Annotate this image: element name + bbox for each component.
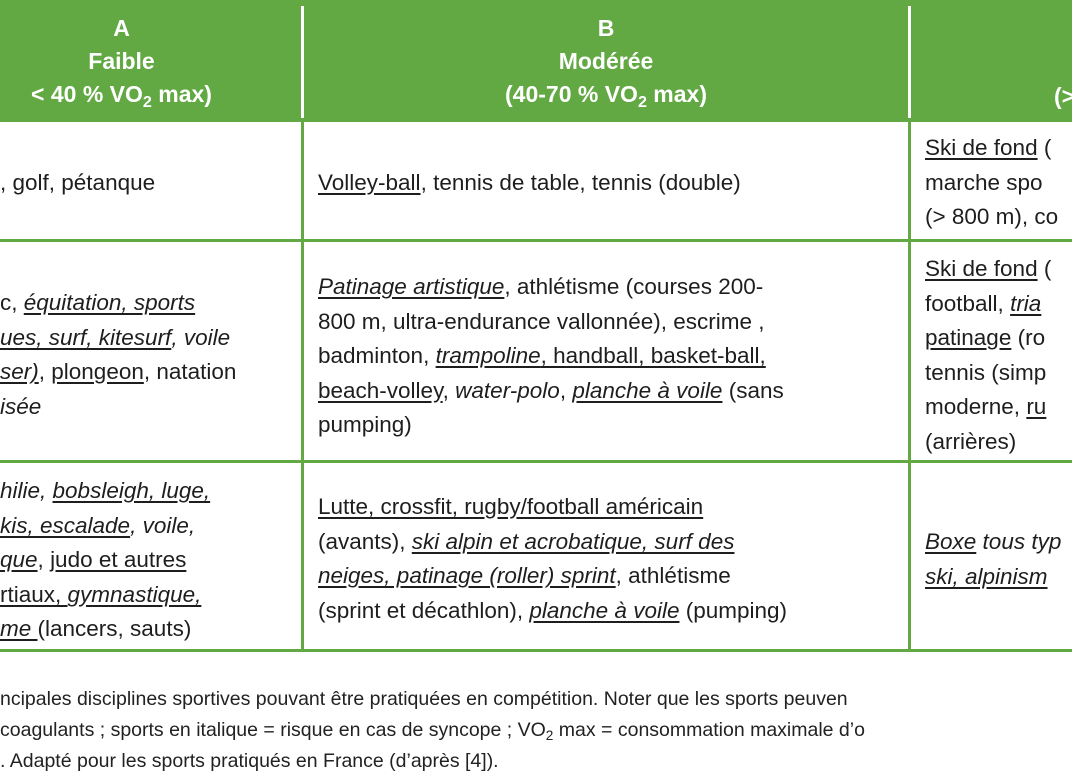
caption-line-1: ncipales disciplines sportives pouvant être pratiquées en compétition. Noter que les sports peuven [0, 688, 848, 710]
row1-col-c: Ski de fond ( marche spo (> 800 m), co [925, 135, 1059, 229]
table-header-row [0, 0, 1075, 122]
row3-col-a: hilie, bobsleigh, luge, kis, escalade, voile, que, judo et autres rtiaux, gymnastique, me (lancers, sauts) [0, 478, 211, 641]
row3-col-b: Lutte, crossfit, rugby/football américain (avants), ski alpin et acrobatique, surf des neiges, patinage (roller) sprint, athlétisme (sprint et décathlon), planche à voile (pumping) [318, 494, 788, 623]
row3-col-c: Boxe tous typ ski, alpinism [925, 529, 1062, 589]
header-col-b-range: (40-70 % $VO_2$ max) [505, 80, 707, 111]
table-bottom-border [0, 649, 1072, 652]
header-col-a-range: < 40 % $VO_2$ max) [31, 80, 212, 111]
header-col-a-letter: A [113, 14, 130, 41]
header-col-b-name: Modérée [558, 47, 654, 74]
header-col-b [304, 0, 908, 122]
header-col-c [911, 0, 1075, 122]
header-col-b-letter: B [597, 14, 615, 41]
row2-col-b: Patinage artistique, athlétisme (courses 200- 800 m, ultra-endurance vallonnée), escrime , badminton, trampoline, handball, basket-ball, beach-volley, water-polo, planche à voile (sans pumping) [318, 274, 784, 437]
column-divider [301, 122, 304, 652]
header-col-a [0, 0, 303, 122]
row1-col-b: Volley-ball, tennis de table, tennis (double) [318, 170, 741, 195]
row-divider [0, 460, 1072, 463]
row2-col-a: c, équitation, sports ues, surf, kitesurf, voile ser), plongeon, natation isée [0, 290, 237, 419]
table-caption [0, 684, 865, 777]
header-col-a-name: Faible [88, 47, 155, 74]
row1-col-a: , golf, pétanque [0, 170, 156, 195]
caption-line-2: coagulants ; sports en italique = risque en cas de syncope ; $VO_2$ max = consommation maximale d’o [0, 719, 865, 744]
row-divider [0, 239, 1072, 242]
caption-line-3: . Adapté pour les sports pratiqués en France (d’après [4]). [0, 750, 499, 772]
row2-col-c: Ski de fond ( football, tria patinage (ro tennis (simp moderne, ru (arrières) [925, 256, 1052, 454]
header-col-c-range: (> [1054, 83, 1075, 109]
column-divider [908, 122, 911, 652]
